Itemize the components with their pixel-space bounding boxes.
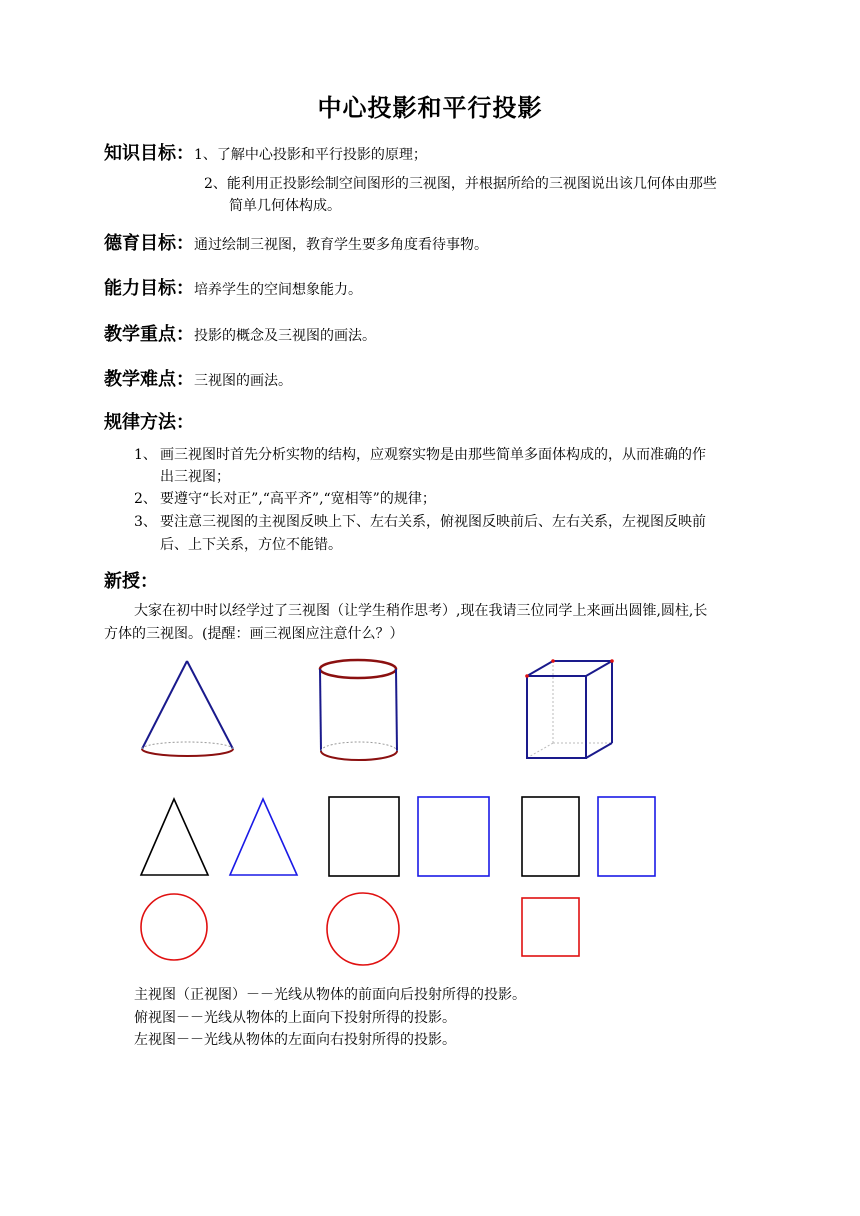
moral-goal-label: 德育目标： [104, 233, 194, 254]
moral-goal-text: 通过绘制三视图，教育学生要多角度看待事物。 [194, 237, 488, 253]
cuboid-side-view [598, 797, 655, 876]
new-lesson-para-line-2: 方体的三视图。(提醒：画三视图应注意什么？） [104, 626, 404, 642]
method-1-line-2: 出三视图； [160, 469, 230, 485]
key-point-text: 投影的概念及三视图的画法。 [194, 328, 376, 344]
cylinder-side-view [418, 797, 489, 876]
cylinder-front-view [329, 797, 399, 876]
knowledge-goal-item-1: 1、了解中心投影和平行投影的原理； [194, 147, 427, 163]
difficulty-text: 三视图的画法。 [194, 373, 292, 389]
methods-label: 规律方法： [104, 412, 194, 433]
method-2-line-1: 要遵守“长对正”,“高平齐”,“宽相等”的规律； [160, 491, 436, 507]
key-point-label: 教学重点： [104, 324, 194, 345]
method-3-line-2: 后、上下关系，方位不能错。 [160, 537, 342, 553]
cylinder-top-view [327, 893, 399, 965]
method-1-number: 1、 [134, 447, 157, 463]
difficulty-label: 教学难点： [104, 369, 194, 390]
page-title: 中心投影和平行投影 [317, 94, 543, 122]
knowledge-goal-label: 知识目标： [104, 143, 194, 164]
cuboid-front-view [522, 797, 579, 876]
method-1-line-1: 画三视图时首先分析实物的结构，应观察实物是由那些简单多面体构成的，从而准确的作 [160, 447, 706, 463]
cone-side-view [230, 799, 297, 875]
cuboid-top-view [522, 898, 579, 956]
cuboid-drawing [525, 659, 614, 758]
ability-goal-text: 培养学生的空间想象能力。 [194, 282, 362, 298]
cone-drawing [142, 661, 233, 756]
top-view-definition: 俯视图－－光线从物体的上面向下投射所得的投影。 [134, 1010, 456, 1026]
knowledge-goal-item-2-line-2: 简单几何体构成。 [229, 198, 341, 214]
front-view-definition: 主视图（正视图）－－光线从物体的前面向后投射所得的投影。 [134, 987, 526, 1003]
new-lesson-label: 新授： [104, 571, 158, 592]
method-2-number: 2、 [134, 491, 157, 507]
new-lesson-para-line-1: 大家在初中时以经学过了三视图（让学生稍作思考）,现在我请三位同学上来画出圆锥,圆柱,长 [134, 603, 708, 619]
method-3-number: 3、 [134, 514, 157, 530]
cone-front-view [141, 799, 208, 875]
left-view-definition: 左视图－－光线从物体的左面向右投射所得的投影。 [134, 1032, 456, 1048]
cone-top-view [141, 894, 207, 960]
cylinder-drawing [320, 660, 397, 760]
method-3-line-1: 要注意三视图的主视图反映上下、左右关系，俯视图反映前后、左右关系，左视图反映前 [160, 514, 706, 530]
ability-goal-label: 能力目标： [104, 278, 194, 299]
knowledge-goal-item-2-line-1: 2、能利用正投影绘制空间图形的三视图，并根据所给的三视图说出该几何体由那些 [204, 176, 717, 192]
